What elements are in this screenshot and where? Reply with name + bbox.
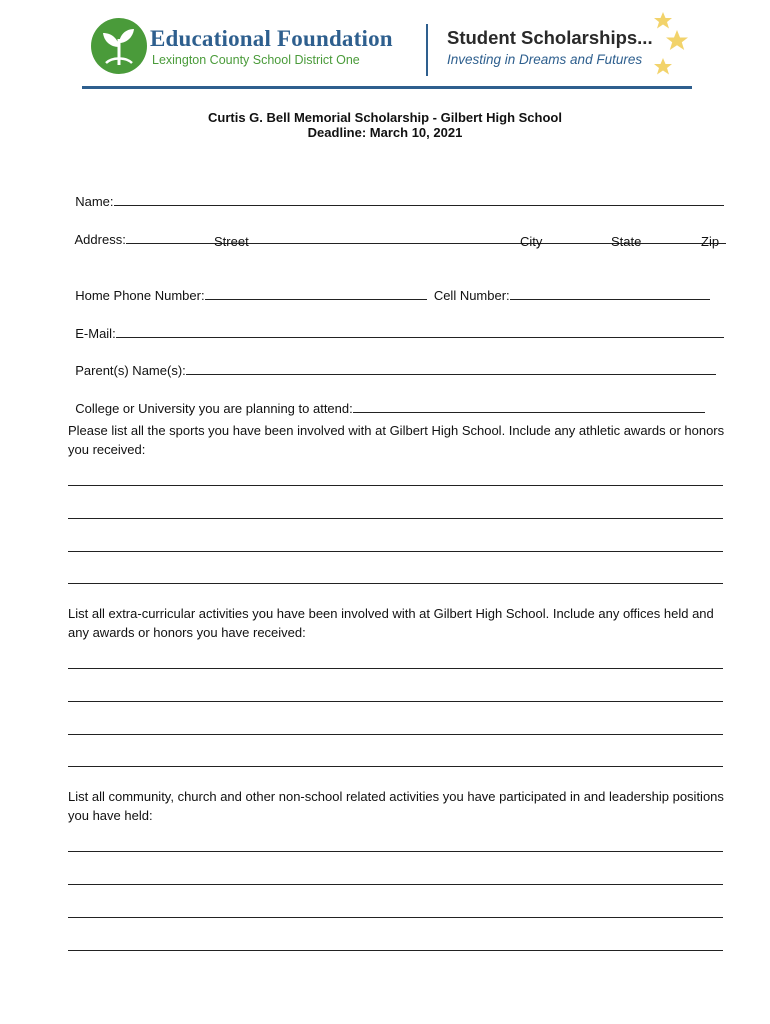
college-blank[interactable] [353, 400, 705, 413]
cell-label: Cell Number: [433, 288, 510, 303]
zip-label: Zip [701, 234, 720, 249]
letterhead [0, 0, 770, 92]
program-title: Student Scholarships... [447, 27, 653, 48]
college-label: College or University you are planning to attend: [75, 401, 353, 416]
extracurricular-line[interactable] [68, 701, 723, 702]
extracurricular-line[interactable] [68, 668, 723, 669]
community-line[interactable] [68, 851, 723, 852]
sports-line[interactable] [68, 485, 723, 486]
sports-line[interactable] [68, 518, 723, 519]
email-field[interactable] [68, 310, 724, 341]
extracurricular-line[interactable] [68, 734, 723, 735]
form-title: Curtis G. Bell Memorial Scholarship - Gilbert High School [208, 110, 562, 125]
org-name: Educational Foundation [150, 26, 393, 51]
community-prompt: List all community, church and other non-school related activities you have participated in and leadership positions you have held: [68, 789, 724, 823]
header-rule [82, 86, 692, 89]
home-phone-label: Home Phone Number: [75, 288, 205, 303]
city-label: City [520, 234, 543, 249]
extracurricular-prompt: List all extra-curricular activities you have been involved with at Gilbert High School. Include any offices held and any awards or honors you have received: [68, 606, 714, 640]
program-tagline: Investing in Dreams and Futures [447, 52, 643, 67]
phone-fields [68, 272, 710, 303]
org-subtitle: Lexington County School District One [152, 53, 360, 67]
community-line[interactable] [68, 884, 723, 885]
community-line[interactable] [68, 917, 723, 918]
header-divider [426, 24, 428, 76]
email-blank[interactable] [116, 325, 724, 338]
college-field[interactable] [68, 385, 705, 416]
name-field[interactable] [68, 178, 724, 209]
state-label: State [611, 234, 642, 249]
parents-blank[interactable] [186, 362, 716, 375]
community-line[interactable] [68, 950, 723, 951]
stars-icon [650, 10, 690, 80]
parents-label: Parent(s) Name(s): [75, 363, 186, 378]
form-deadline: Deadline: March 10, 2021 [307, 125, 463, 140]
parents-field[interactable] [68, 347, 716, 378]
sports-line[interactable] [68, 583, 723, 584]
street-label: Street [214, 234, 249, 249]
home-phone-blank[interactable] [205, 287, 427, 300]
extracurricular-line[interactable] [68, 766, 723, 767]
sports-prompt: Please list all the sports you have been involved with at Gilbert High School. Include any athletic awards or honors you received: [68, 423, 725, 457]
sports-line[interactable] [68, 551, 723, 552]
cell-blank[interactable] [510, 287, 710, 300]
name-blank[interactable] [114, 193, 724, 206]
email-label: E-Mail: [75, 326, 116, 341]
foundation-logo-icon [90, 17, 148, 75]
name-label: Name: [75, 194, 114, 209]
address-label: Address: [74, 232, 126, 247]
